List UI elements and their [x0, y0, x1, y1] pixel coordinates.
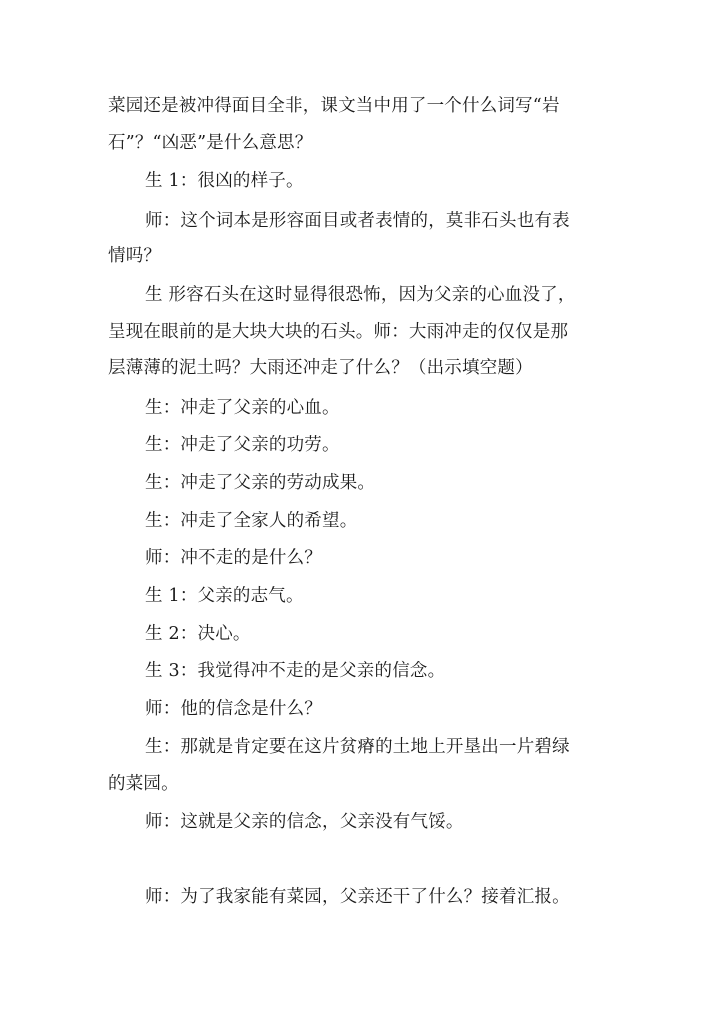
text-line: 情吗？	[108, 246, 162, 266]
text-line: 生 2：决心。	[145, 624, 251, 644]
text-line: 的菜园。	[108, 774, 179, 794]
text-line: 生：冲走了全家人的希望。	[145, 511, 358, 531]
text-line: 师：他的信念是什么？	[145, 699, 322, 719]
text-line: 师：冲不走的是什么？	[145, 548, 322, 568]
text-line: 生：冲走了父亲的功劳。	[145, 435, 340, 455]
text-line: 生 形容石头在这时显得很恐怖，因为父亲的心血没了，	[145, 285, 576, 305]
text-line: 生：冲走了父亲的心血。	[145, 398, 340, 418]
text-line: 师：这就是父亲的信念，父亲没有气馁。	[145, 812, 464, 832]
text-line: 生 1：父亲的志气。	[145, 586, 304, 606]
text-line: 师：为了我家能有菜园，父亲还干了什么？接着汇报。	[145, 887, 570, 907]
text-line: 菜园还是被冲得面目全非，课文当中用了一个什么词写“岩	[108, 96, 560, 116]
text-line: 师：这个词本是形容面目或者表情的，莫非石头也有表	[145, 211, 570, 231]
text-line: 生 1：很凶的样子。	[145, 171, 304, 191]
text-line: 生：那就是肯定要在这片贫瘠的土地上开垦出一片碧绿	[145, 737, 570, 757]
text-line: 石”？“凶恶”是什么意思？	[108, 133, 313, 153]
text-line: 生 3：我觉得冲不走的是父亲的信念。	[145, 661, 446, 681]
text-line: 生：冲走了父亲的劳动成果。	[145, 473, 376, 493]
text-line: 呈现在眼前的是大块大块的石头。师：大雨冲走的仅仅是那	[108, 322, 569, 342]
text-line: 层薄薄的泥土吗？大雨还冲走了什么？（出示填空题）	[108, 358, 533, 378]
